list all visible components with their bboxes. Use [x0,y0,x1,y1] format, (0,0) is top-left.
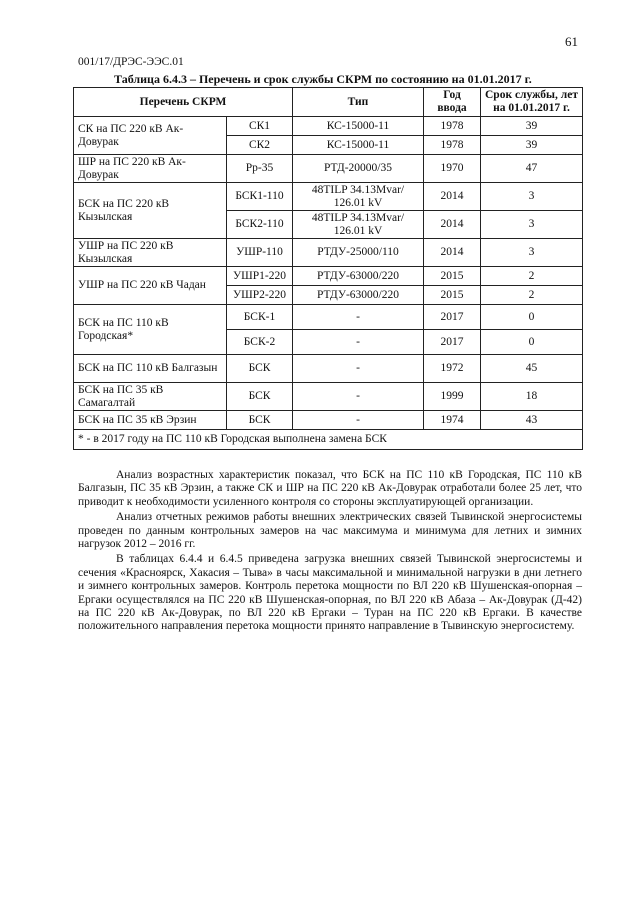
page-number: 61 [565,34,578,49]
row-type: - [293,411,424,430]
row-life: 3 [481,211,583,239]
row-life: 3 [481,183,583,211]
table-row [74,267,583,286]
row-year: 2017 [424,330,481,355]
row-year: 1972 [424,355,481,383]
row-life: 39 [481,136,583,155]
row-name: УШР2-220 [227,286,293,305]
paragraph: В таблицах 6.4.4 и 6.4.5 приведена загрузка внешних связей Тывинской энергосистемы и сечения «Красноярск, Хакасия – Тыва» в часы максимальной и минимальной нагрузки в дни летнего и зимнего контрольных замеров. Контроль перетока мощности по ВЛ 220 кВ Шушенская-опорная – Ергаки осуществлялся на ПС 220 кВ Шушенская-опорная, по ВЛ 220 кВ Абаза – Ак-Довурак (Д-42) на ПС 220 кВ Ак-Довурак, по ВЛ 220 кВ Ергаки – Туран на ПС 220 кВ Ергаки. В качестве положительного направления перетока мощности принято направление в Тывинскую энергосистему. [78,553,582,633]
row-year: 2015 [424,286,481,305]
row-group: УШР на ПС 220 кВ Чадан [74,267,227,305]
table-row [74,155,583,183]
row-life: 0 [481,305,583,330]
row-type: - [293,305,424,330]
row-life: 2 [481,286,583,305]
row-year: 1978 [424,117,481,136]
row-group: БСК на ПС 110 кВ Балгазын [74,355,227,383]
row-type: 48TILP 34.13Mvar/ 126.01 kV [293,183,424,211]
row-life: 39 [481,117,583,136]
row-group: УШР на ПС 220 кВ Кызылская [74,239,227,267]
row-life: 0 [481,330,583,355]
row-year: 1970 [424,155,481,183]
row-type: РТДУ-63000/220 [293,267,424,286]
row-group: СК на ПС 220 кВ Ак-Довурак [74,117,227,155]
header-list: Перечень СКРМ [74,88,293,117]
row-life: 3 [481,239,583,267]
table-header-row [74,88,583,117]
row-name: БСК [227,355,293,383]
row-name: БСК [227,411,293,430]
table-row [74,383,583,411]
row-name: БСК-1 [227,305,293,330]
row-name: СК1 [227,117,293,136]
row-type: КС-15000-11 [293,136,424,155]
row-year: 2017 [424,305,481,330]
row-type: - [293,355,424,383]
row-name: БСК [227,383,293,411]
row-name: УШР-110 [227,239,293,267]
table-row [74,411,583,430]
row-life: 47 [481,155,583,183]
table-title: Таблица 6.4.3 – Перечень и срок службы СКРМ по состоянию на 01.01.2017 г. [114,72,532,86]
row-type: КС-15000-11 [293,117,424,136]
row-year: 2015 [424,267,481,286]
row-type: 48TILP 34.13Mvar/ 126.01 kV [293,211,424,239]
row-type: РТДУ-63000/220 [293,286,424,305]
table-row [74,183,583,211]
paragraph: Анализ возрастных характеристик показал, что БСК на ПС 110 кВ Городская, ПС 110 кВ Балгазын, ПС 35 кВ Эрзин, а также СК и ШР на ПС 220 кВ Ак-Довурак отработали более 25 лет, что приводит к необходимости усиленного контроля со стороны эксплуатирующей организации. [78,469,582,508]
body-text [78,469,582,636]
row-name: СК2 [227,136,293,155]
row-year: 1978 [424,136,481,155]
row-type: РТДУ-25000/110 [293,239,424,267]
row-group: ШР на ПС 220 кВ Ак-Довурак [74,155,227,183]
row-year: 1974 [424,411,481,430]
row-name: БСК2-110 [227,211,293,239]
row-type: - [293,330,424,355]
row-year: 2014 [424,183,481,211]
row-life: 2 [481,267,583,286]
row-name: Рр-35 [227,155,293,183]
table-row [74,305,583,330]
paragraph: Анализ отчетных режимов работы внешних электрических связей Тывинской энергосистемы проведен по данным контрольных замеров на час максимума и минимума для летних и зимних нагрузок 2012 – 2016 гг. [78,511,582,551]
table-footnote-row [74,430,583,450]
table-footnote: * - в 2017 году на ПС 110 кВ Городская выполнена замена БСК [74,430,583,450]
row-year: 2014 [424,211,481,239]
row-life: 45 [481,355,583,383]
header-life: Срок службы, лет на 01.01.2017 г. [481,88,583,117]
skrm-table [73,87,583,450]
row-year: 2014 [424,239,481,267]
row-type: - [293,383,424,411]
table-row [74,117,583,136]
row-type: РТД-20000/35 [293,155,424,183]
document-code: 001/17/ДРЭС-ЭЭС.01 [78,56,184,68]
row-year: 1999 [424,383,481,411]
row-name: БСК-2 [227,330,293,355]
table-row [74,239,583,267]
row-name: БСК1-110 [227,183,293,211]
row-group: БСК на ПС 35 кВ Самагалтай [74,383,227,411]
row-group: БСК на ПС 220 кВ Кызылская [74,183,227,239]
row-group: БСК на ПС 110 кВ Городская* [74,305,227,355]
header-type: Тип [293,88,424,117]
table-row [74,355,583,383]
row-life: 43 [481,411,583,430]
row-name: УШР1-220 [227,267,293,286]
row-life: 18 [481,383,583,411]
header-year: Год ввода [424,88,481,117]
row-group: БСК на ПС 35 кВ Эрзин [74,411,227,430]
